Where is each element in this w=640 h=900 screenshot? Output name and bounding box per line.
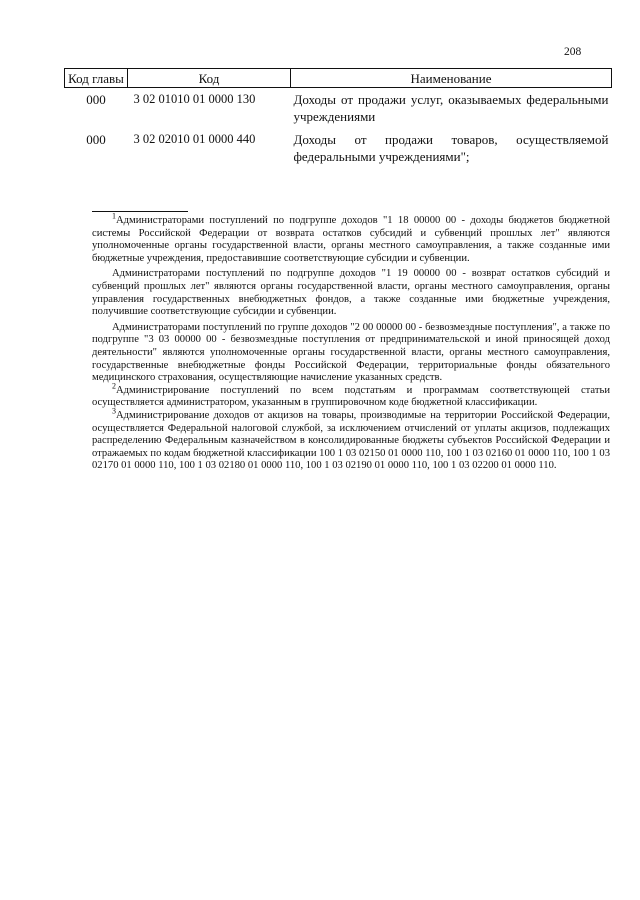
footnote-text: Администраторами поступлений по подгруппе доходов "1 18 00000 00 - доходы бюджетов бюджетной системы Российской Федерации от возврата остатков субсидий и субвенций прошлых лет" являются уполномоченные органы государственной власти, органы местного самоуправления, а также созданные ими бюджетные учреждения, предоставившие соответствующие субсидии и субвенции. (92, 215, 610, 264)
cell-naimenovanie: Доходы от продажи услуг, оказываемых федеральными учреждениями (293, 92, 609, 124)
page-number: 208 (564, 46, 582, 58)
footnote-text: Администраторами поступлений по группе доходов "2 00 00000 00 - безвозмездные поступления", а также по подгруппе "3 03 00000 00 - безвозмездные поступления от предпринимательской и иной приносящей доход деятельности" являются уполномоченные органы государственной власти, органы местного самоуправления, государственные внебюджетные фонды Российской Федерации, территориальные фонды обязательного медицинского страхования, осуществляющие начисление указанных средств. (92, 321, 610, 384)
footnote-text: Администраторами поступлений по подгруппе доходов "1 19 00000 00 - возврат остатков субсидий и субвенций прошлых лет" являются органы государственной власти, органы местного самоуправления, органы управления государственных внебюджетных фондов, а также созданные ими бюджетные учреждения, получившие соответствующие субсидии и субвенции. (92, 268, 610, 318)
cell-kod: 3 02 02010 01 0000 440 (133, 132, 256, 146)
table-header-row (65, 69, 612, 88)
footnote-2 (92, 381, 610, 410)
footnote-3 (92, 406, 610, 473)
header-kod: Код (128, 69, 291, 88)
table-row (65, 125, 612, 165)
footnote-text: Администрирование поступлений по всем подстатьям и программам соответствующей статьи осуществляется администратором, указанным в группировочном коде бюджетной классификации. (92, 384, 610, 409)
footnote-marker: 1 (112, 211, 116, 221)
income-codes-table (64, 68, 612, 165)
footnote-1-paragraph-3 (92, 322, 610, 385)
cell-kod-glavy: 000 (86, 92, 106, 107)
cell-kod: 3 02 01010 01 0000 130 (133, 92, 256, 106)
footnote-1-paragraph-2 (92, 268, 610, 318)
header-naimenovanie: Наименование (291, 69, 612, 88)
footnote-marker: 2 (112, 381, 116, 391)
header-kod-glavy: Код главы (65, 69, 128, 88)
table-row (65, 88, 612, 126)
footnote-marker: 3 (112, 406, 116, 416)
footnote-separator (92, 211, 188, 212)
cell-kod-glavy: 000 (86, 132, 106, 147)
footnote-1-paragraph-1 (92, 211, 610, 265)
footnotes (92, 211, 610, 473)
footnote-text: Администрирование доходов от акцизов на товары, производимые на территории Российской Федерации, осуществляется Федеральной налоговой службой, за исключением отчислений от уплаты акцизов, подлежащих распределению Федеральным казначейством в консолидированные бюджеты субъектов Российской Федерации и отражаемых по кодам бюджетной классификации 100 1 03 02150 01 0000 110, 100 1 03 02160 01 0000 110, 100 1 03 02170 01 0000 110, 100 1 03 02180 01 0000 110, 100 1 03 02190 01 0000 110, 100 1 03 02200 01 0000 110. (92, 409, 610, 472)
cell-naimenovanie: Доходы от продажи товаров, осуществляемой федеральными учреждениями"; (293, 132, 609, 164)
